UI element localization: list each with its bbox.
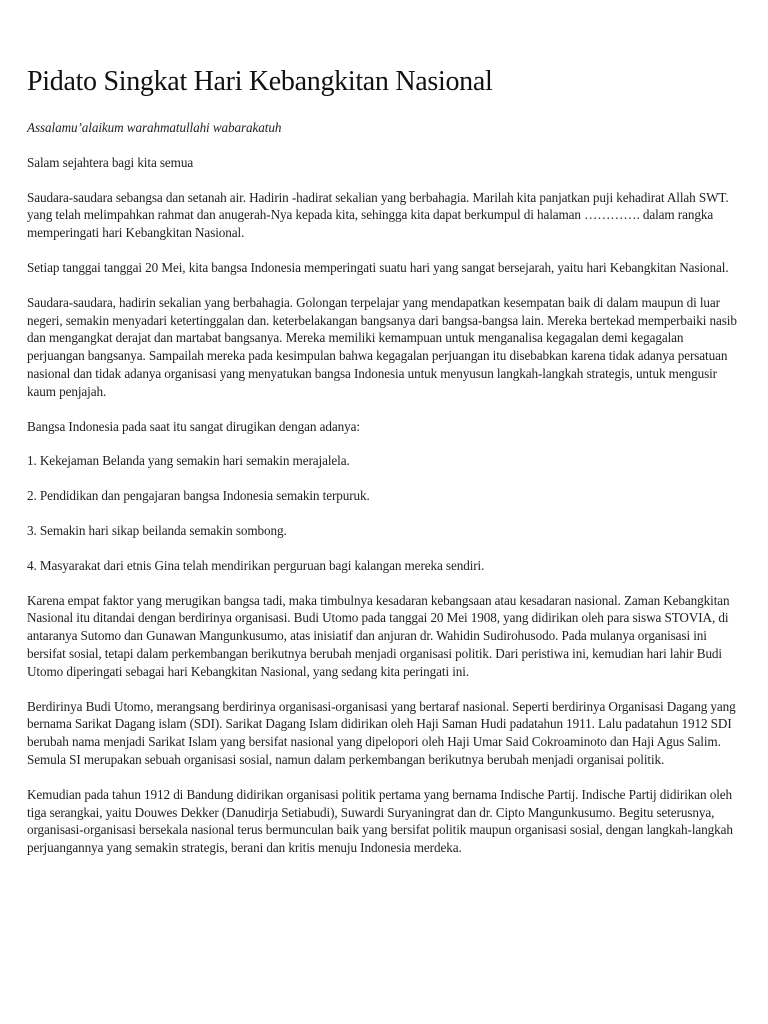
greeting: Assalamu’alaikum warahmatullahi wabarakatuh — [27, 120, 282, 135]
paragraph-date: Setiap tanggai tanggai 20 Mei, kita bangsa Indonesia memperingati suatu hari yang sangat bersejarah, yaitu hari Kebangkitan Nasional. — [27, 259, 729, 275]
paragraph-list-intro: Bangsa Indonesia pada saat itu sangat dirugikan dengan adanya: — [27, 418, 360, 434]
list-item-1: 1. Kekejaman Belanda yang semakin hari semakin merajalela. — [27, 453, 350, 469]
paragraph-background: Saudara-saudara, hadirin sekalian yang berbahagia. Golongan terpelajar yang mendapatkan kesempatan baik di dalam maupun di luar negeri, semakin menyadari ketertinggalan dan. keterbelakangan bangsanya dari bangsa-bangsa lain. Mereka bertekad memperbaiki nasib dan mengangkat derajat dan martabat bangsanya. Mereka memiliki kemampuan untuk menganalisa kegagalan demi kegagalan perjuangan bangsanya. Sampailah mereka pada kesimpulan bahwa kegagalan perjuangan itu disebabkan karena tidak adanya persatuan nasional dan tidak adanya organisasi yang menyatukan bangsa Indonesia untuk menyusun langkah-langkah strategis, untuk mengusir kaum penjajah. — [27, 294, 737, 399]
list-item-3: 3. Semakin hari sikap beilanda semakin sombong. — [27, 522, 287, 538]
list-item-2: 2. Pendidikan dan pengajaran bangsa Indonesia semakin terpuruk. — [27, 488, 370, 504]
document-title: Pidato Singkat Hari Kebangkitan Nasional — [27, 66, 493, 97]
paragraph-opening: Saudara-saudara sebangsa dan setanah air. Hadirin -hadirat sekalian yang berbahagia. Marilah kita panjatkan puji kehadirat Allah SWT. yang telah melimpahkan rahmat dan anugerah-Nya kepada kita, sehingga kita dapat berkumpul di halaman …………. dalam rangka memperingati hari Kebangkitan Nasional. — [27, 189, 729, 241]
document-body — [27, 62, 743, 874]
list-item-4: 4. Masyarakat dari etnis Gina telah mendirikan perguruan bagi kalangan mereka sendiri. — [27, 557, 485, 573]
salutation: Salam sejahtera bagi kita semua — [27, 154, 194, 170]
paragraph-indische-partij: Kemudian pada tahun 1912 di Bandung didirikan organisasi politik pertama yang bernama Indische Partij. Indische Partij didirikan oleh tiga serangkai, yaitu Douwes Dekker (Danudirja Setiabudi), Suwardi Suryaningrat dan dr. Cipto Mangunkusumo. Begitu seterusnya, organisasi-organisasi bersekala nasional terus bermunculan baik yang bersifat politik maupun organisasi sosial, dengan langkah-langkah perjuangannya yang semakin strategis, berani dan kritis menuju Indonesia merdeka. — [27, 786, 733, 856]
paragraph-sarikat-islam: Berdirinya Budi Utomo, merangsang berdirinya organisasi-organisasi yang bertaraf nasional. Seperti berdirinya Organisasi Dagang yang bernama Sarikat Dagang islam (SDI). Sarikat Dagang Islam didirikan oleh Haji Saman Hudi padatahun 1911. Lalu padatahun 1912 SDI berubah nama menjadi Sarikat Islam yang bersifat nasional yang dipelopori oleh Haji Umar Said Cokroaminoto dan Haji Agus Salim. Semula SI merupakan sebuah organisasi sosial, namun dalam perkembangan berikutnya berubah menjadi organisai politik. — [27, 698, 736, 767]
paragraph-budi-utomo: Karena empat faktor yang merugikan bangsa tadi, maka timbulnya kesadaran kebangsaan atau kesadaran nasional. Zaman Kebangkitan Nasional itu ditandai dengan berdirinya organisasi. Budi Utomo pada tanggai 20 Mei 1908, yang didirikan oleh para siswa STOVIA, di antaranya Sutomo dan Gunawan Mangunkusumo, atas inisiatif dan anjuran dr. Wahidin Sudirohusodo. Pada mulanya organisasi ini bersifat sosial, tetapi dalam perkembangan berikutnya berubah menjadi organisasi politik. Dari peristiwa ini, kemudian hari lahir Budi Utomo diperingati sebagai hari Kebangkitan Nasional, yang sedang kita peringati ini. — [27, 592, 730, 679]
